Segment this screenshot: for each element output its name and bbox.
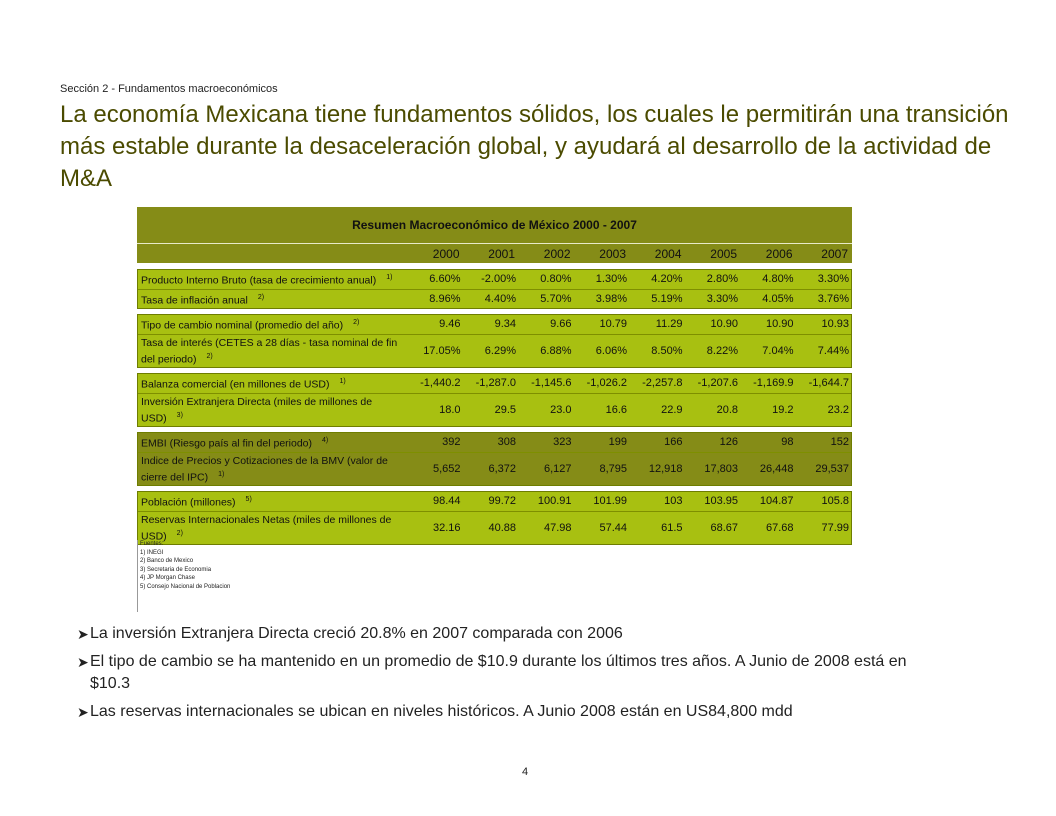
year-header: 2006	[765, 247, 793, 261]
row-label	[138, 394, 409, 427]
row-label	[138, 315, 409, 334]
arrow-bullet-icon: ➤	[77, 654, 89, 670]
table-row	[138, 290, 851, 309]
table-cell: 10.90	[710, 318, 738, 331]
table-cell: 10.93	[821, 318, 849, 331]
source-note: 5)	[245, 496, 252, 503]
table-cell: 6.29%	[484, 344, 516, 357]
table-cell: 4.20%	[651, 273, 683, 286]
table-cell: 23.0	[550, 403, 572, 416]
row-label	[138, 492, 409, 511]
table-row	[138, 374, 851, 394]
row-label	[138, 433, 409, 452]
table-cell: 6.60%	[429, 273, 461, 286]
table-cell: 11.29	[655, 318, 683, 331]
table-body	[137, 264, 852, 545]
bullet-item	[77, 701, 917, 723]
table-cell: 3.98%	[595, 292, 627, 305]
year-header: 2004	[654, 247, 682, 261]
row-label	[138, 335, 409, 368]
table-cell: 18.0	[439, 403, 461, 416]
table-cell: -2.00%	[481, 273, 516, 286]
row-label	[138, 270, 409, 289]
table-cell: -1,287.0	[475, 377, 516, 390]
sources-list	[137, 540, 337, 612]
row-label-text: Producto Interno Bruto (tasa de crecimiento anual)	[141, 274, 377, 287]
table-cell: 392	[442, 436, 461, 449]
row-label-text: Indice de Precios y Cotizaciones de la BMV (valor de cierre del IPC)	[141, 454, 388, 483]
table-cell: 103.95	[704, 495, 738, 508]
source-note: 2)	[257, 293, 265, 301]
arrow-bullet-icon: ➤	[77, 626, 89, 642]
source-note: 2)	[353, 319, 360, 326]
table-cell: 8.50%	[651, 344, 683, 357]
table-cell: 57.44	[599, 521, 627, 534]
table-row	[138, 270, 851, 290]
bullet-text: Las reservas internacionales se ubican en niveles históricos. A Junio 2008 están en US84,800 mdd	[90, 703, 793, 720]
table-cell: 32.16	[432, 521, 461, 534]
table-cell: 8.96%	[429, 292, 461, 305]
source-note: 1)	[386, 274, 393, 281]
table-cell: 16.6	[605, 403, 627, 416]
table-cell: 103	[664, 495, 683, 508]
table-row	[138, 315, 851, 335]
table-cell: 8,795	[599, 462, 627, 475]
table-cell: 5.19%	[651, 292, 683, 305]
table-cell: 105.8	[821, 495, 849, 508]
table-cell: 323	[553, 436, 572, 449]
table-row	[138, 453, 851, 486]
table-title-bar	[137, 207, 852, 244]
row-label	[138, 453, 409, 486]
page-number: 4	[522, 766, 529, 778]
year-header: 2007	[821, 247, 848, 261]
source-note: 1)	[218, 470, 225, 478]
table-cell: 2.80%	[706, 273, 738, 286]
table-cell: 4.80%	[762, 273, 794, 286]
row-label-text: Tasa de interés (CETES a 28 días - tasa nominal de fin del periodo)	[141, 336, 398, 365]
row-label-text: Tasa de inflación anual	[141, 294, 248, 306]
source-note: 3)	[176, 411, 183, 419]
sources-heading: Fuentes:	[140, 541, 164, 547]
table-cell: 100.91	[537, 495, 572, 508]
table-title: Resumen Macroeconómico de México 2000 - 2007	[352, 218, 637, 232]
table-cell: 3.30%	[817, 273, 849, 286]
source-item: 3) Secretaria de Economia	[140, 566, 212, 573]
table-cell: 29,537	[815, 462, 849, 475]
source-note: 1)	[339, 378, 346, 385]
table-row	[138, 394, 851, 427]
table-cell: 22.9	[661, 403, 683, 416]
bullet-list	[77, 623, 917, 729]
table-cell: 6.06%	[595, 344, 627, 357]
table-cell: 5,652	[432, 462, 461, 475]
row-label-text: Reservas Internacionales Netas (miles de millones de USD)	[141, 513, 392, 542]
table-cell: 7.44%	[817, 344, 849, 357]
table-cell: 5.70%	[540, 292, 572, 305]
table-cell: 40.88	[488, 521, 516, 534]
table-cell: 6.88%	[540, 344, 572, 357]
table-cell: 17,803	[704, 462, 738, 475]
table-cell: 308	[497, 436, 516, 449]
table-cell: 199	[608, 436, 627, 449]
table-cell: 17.05%	[423, 344, 461, 357]
table-row	[138, 433, 851, 453]
table-cell: 104.87	[759, 495, 794, 508]
table-cell: 68.67	[710, 521, 738, 534]
table-cell: 4.40%	[484, 292, 516, 305]
table-cell: -1,169.9	[753, 377, 794, 390]
page-title: La economía Mexicana tiene fundamentos sólidos, los cuales le permitirán una transición más estable durante la desaceleración global, y ayudará al desarrollo de la actividad de M&A	[60, 101, 1009, 192]
table-cell: 12,918	[648, 462, 683, 475]
year-header-row	[137, 244, 852, 264]
year-header: 2005	[710, 247, 737, 261]
section-label: Sección 2 - Fundamentos macroeconómicos	[60, 83, 278, 95]
table-cell: 7.04%	[762, 344, 794, 357]
table-cell: 98.44	[432, 495, 461, 508]
row-label-text: Balanza comercial (en millones de USD)	[141, 378, 330, 391]
table-cell: -2,257.8	[642, 377, 683, 390]
year-header: 2000	[432, 247, 460, 261]
table-cell: 9.66	[550, 318, 572, 331]
table-cell: 166	[664, 436, 683, 449]
table-cell: 3.76%	[817, 292, 849, 305]
year-header: 2001	[488, 247, 515, 261]
table-cell: -1,207.6	[697, 377, 738, 390]
row-label-text: Población (millones)	[141, 496, 236, 509]
table-cell: 9.46	[439, 318, 461, 331]
table-cell: 3.30%	[706, 292, 738, 305]
table-cell: 126	[719, 436, 738, 449]
year-header: 2003	[599, 247, 626, 261]
table-group	[137, 432, 852, 486]
bullet-text: El tipo de cambio se ha mantenido en un promedio de $10.9 durante los últimos tres años. A Junio de 2008 está en $10.3	[90, 653, 907, 692]
table-cell: 61.5	[661, 521, 683, 534]
row-label-text: EMBI (Riesgo país al fin del periodo)	[141, 437, 312, 450]
table-cell: 23.2	[827, 403, 849, 416]
table-cell: 20.8	[716, 403, 738, 416]
table-group	[137, 491, 852, 545]
row-label	[138, 290, 409, 309]
source-note: 2)	[176, 529, 183, 537]
source-item: 1) INEGI	[140, 549, 164, 556]
table-cell: 29.5	[494, 403, 516, 416]
table-cell: 6,372	[488, 462, 516, 475]
macro-summary-table	[137, 207, 852, 545]
table-group	[137, 314, 852, 368]
table-cell: 9.34	[494, 318, 516, 331]
table-cell: 152	[830, 436, 849, 449]
source-item: 4) JP Morgan Chase	[140, 575, 195, 581]
table-cell: 8.22%	[706, 344, 738, 357]
table-cell: 77.99	[821, 521, 849, 534]
table-cell: 99.72	[488, 495, 516, 508]
table-cell: 98	[781, 436, 794, 449]
table-cell: 10.90	[765, 318, 794, 331]
table-cell: 1.30%	[595, 273, 627, 286]
table-group	[137, 269, 852, 309]
table-row	[138, 492, 851, 512]
table-cell: 67.68	[765, 521, 794, 534]
year-header: 2002	[543, 247, 571, 261]
row-label	[138, 374, 409, 393]
row-label-text: Inversión Extranjera Directa (miles de millones de USD)	[141, 395, 373, 424]
table-cell: 19.2	[772, 403, 794, 416]
table-cell: 10.79	[599, 318, 627, 331]
source-note: 4)	[322, 437, 329, 444]
table-cell: -1,440.2	[420, 377, 461, 390]
table-cell: 6,127	[543, 462, 572, 475]
bullet-item	[77, 651, 917, 695]
bullet-text: La inversión Extranjera Directa creció 20.8% en 2007 comparada con 2006	[90, 625, 623, 642]
row-label-text: Tipo de cambio nominal (promedio del año)	[141, 319, 344, 332]
table-group	[137, 373, 852, 427]
table-cell: 26,448	[759, 462, 794, 475]
source-note: 2)	[206, 352, 213, 360]
source-item: 5) Consejo Nacional de Poblacion	[140, 583, 231, 590]
table-cell: -1,026.2	[586, 377, 627, 390]
bullet-item	[77, 623, 917, 645]
source-item: 2) Banco de Mexico	[140, 558, 194, 564]
table-row	[138, 335, 851, 368]
table-cell: -1,644.7	[808, 377, 849, 390]
table-cell: 101.99	[593, 495, 627, 508]
arrow-bullet-icon: ➤	[77, 704, 89, 720]
table-cell: 47.98	[543, 521, 572, 534]
table-cell: 0.80%	[540, 273, 572, 286]
table-cell: -1,145.6	[531, 377, 572, 390]
table-cell: 4.05%	[762, 292, 794, 305]
